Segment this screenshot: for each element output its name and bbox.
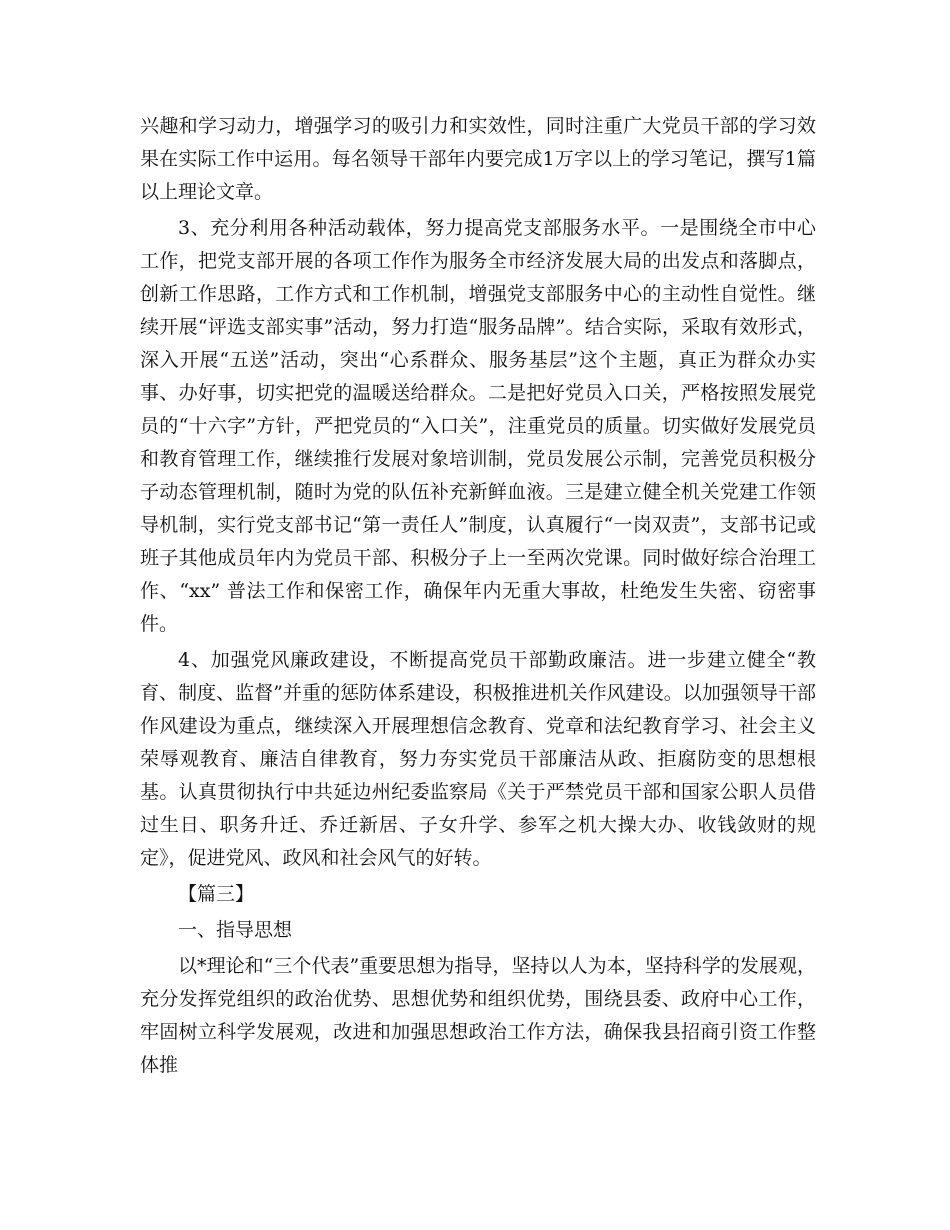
paragraph-guiding-ideology: 以*理论和“三个代表”重要思想为指导，坚持以人为本，坚持科学的发展观，充分发挥党组织的政治优势、思想优势和组织优势，围绕县委、政府中心工作，牢固树立科学发展观，改进和加强思想政治工作方法，确保我县招商引资工作整体推 — [140, 955, 816, 1076]
paragraph-study-notes: 兴趣和学习动力，增强学习的吸引力和实效性，同时注重广大党员干部的学习效果在实际工作中运用。每名领导干部年内要完成1万字以上的学习笔记，撰写1篇以上理论文章。 — [140, 115, 816, 203]
section-heading-part-three: 【篇三】 — [178, 883, 255, 905]
document-page — [140, 110, 816, 1085]
paragraph-item-4-integrity: 4、加强党风廉政建设，不断提高党员干部勤政廉洁。进一步建立健全“教育、制度、监督”并重的惩防体系建设，积极推进机关作风建设。以加强领导干部作风建设为重点，继续深入开展理想信念教育、党章和法纪教育学习、社会主义荣辱观教育、廉洁自律教育，努力夯实党员干部廉洁从政、拒腐防变的思想根基。认真贯彻执行中共延边州纪委监察局《关于严禁党员干部和国家公职人员借过生日、职务升迁、乔迁新居、子女升学、参军之机大操大办、收钱敛财的规定》，促进党风、政风和社会风气的好转。 — [140, 649, 816, 869]
paragraph-item-3-service: 3、充分利用各种活动载体，努力提高党支部服务水平。一是围绕全市中心工作，把党支部开展的各项工作作为服务全市经济发展大局的出发点和落脚点，创新工作思路，工作方式和工作机制，增强党支部服务中心的主动性自觉性。继续开展“评选支部实事”活动，努力打造“服务品牌”。结合实际，采取有效形式，深入开展“五送”活动，突出“心系群众、服务基层”这个主题，真正为群众办实事、办好事，切实把党的温暖送给群众。二是把好党员入口关，严格按照发展党员的“十六字”方针，严把党员的“入口关”，注重党员的质量。切实做好发展党员和教育管理工作，继续推行发展对象培训制，党员发展公示制，完善党员积极分子动态管理机制，随时为党的队伍补充新鲜血液。三是建立健全机关党建工作领导机制，实行党支部书记“第一责任人”制度，认真履行“一岗双责”，支部书记或班子其他成员年内为党员干部、积极分子上一至两次党课。同时做好综合治理工作、“xx” 普法工作和保密工作，确保年内无重大事故，杜绝发生失密、窃密事件。 — [140, 217, 816, 635]
subheading-guiding-ideology: 一、指导思想 — [178, 919, 293, 941]
